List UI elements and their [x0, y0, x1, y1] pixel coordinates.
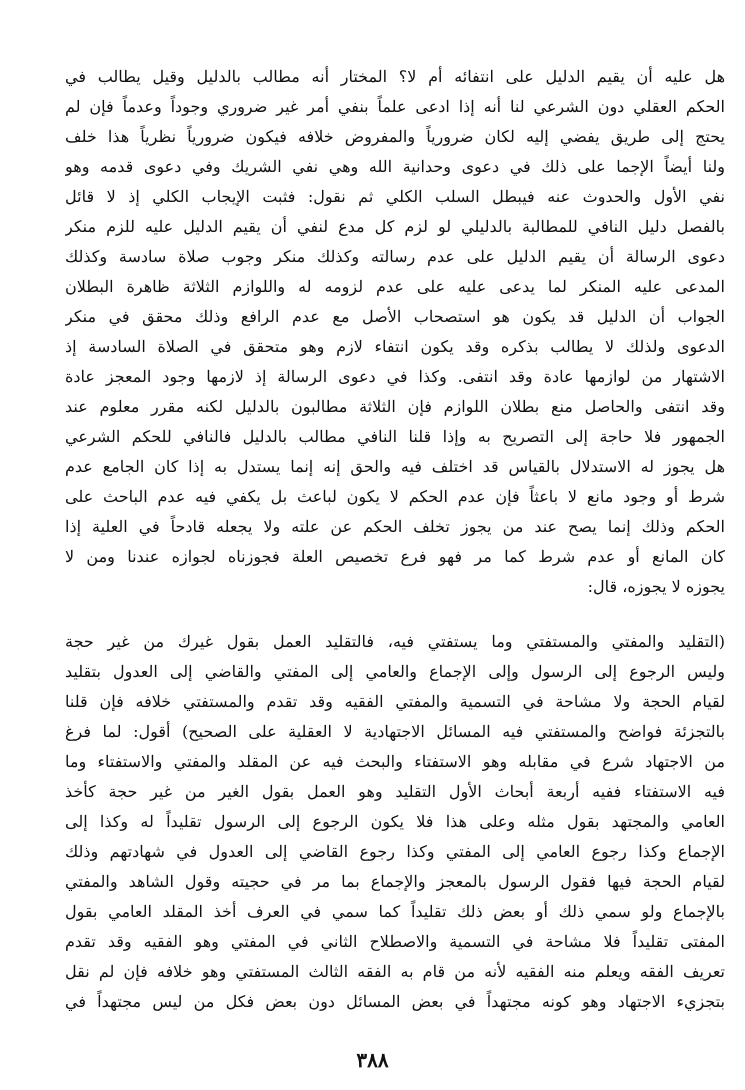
- text-line: وقد انتفى والحاصل منع بطلان اللوازم فإن الثلاثة مطالبون بالدليل لكنه مقرر معلوم عند: [65, 397, 725, 416]
- page-number: ٣٨٨: [356, 1048, 389, 1072]
- paragraph-2: [65, 627, 725, 1017]
- text-line: المدعى عليه المنكر لما يدعى عليه على عدم لزومه له واللوازم الثلاثة ظاهرة البطلان: [65, 277, 725, 296]
- text-line: دعوى الرسالة أن يقيم الدليل على عدم رسالته وكذلك منكر وجوب صلاة سادسة وكذلك: [65, 247, 725, 266]
- text-line: بالتجزئة فواضح والمستفتي فيه المسائل الاجتهادية لا العقلية على الصحيح) أقول: لما فرغ: [65, 722, 725, 741]
- text-line: بالإجماع ولو سمي ذلك أو بعض ذلك تقليداً كما سمي في العرف أخذ المقلد العامي بقول: [65, 902, 725, 921]
- text-line: نفي الأول والحدوث عنه فيبطل السلب الكلي ثم نقول: فثبت الإيجاب الكلي إذ لا قائل: [65, 187, 725, 206]
- paragraph-1: [65, 62, 725, 602]
- text-line: هل يجوز له الاستدلال بالقياس قد اختلف فيه والحق إنه إنما يستدل به إذا كان الجامع عدم: [65, 457, 725, 476]
- text-line: بالفصل دليل النافي للمطالبة بالدليلي لو لزم كل مدع لنفي أن يقيم الدليل عليه للزم منكر: [65, 217, 725, 236]
- text-line: المفتى تقليداً فلا مشاحة في التسمية والاصطلاح الثاني في المفتي وهو الفقيه وقد تقدم: [65, 932, 725, 951]
- text-line: يحتج إلى طريق يفضي إليه لكان ضرورياً والمفروض خلافه فيكون ضرورياً نظرياً هذا خلف: [65, 127, 725, 146]
- text-line: هل عليه أن يقيم الدليل على انتفائه أم لا؟ المختار أنه مطالب بالدليل وقيل يطالب في: [65, 67, 725, 86]
- text-line: وليس الرجوع إلى الرسول وإلى الإجماع والعامي إلى المفتي والقاضي إلى العدول بتقليد: [65, 662, 725, 681]
- text-line: لقيام الحجة فيها فقول الرسول بالمعجز والإجماع بما مر في حجيته وقول الشاهد والمفتي: [65, 872, 725, 891]
- text-line: كان المانع أو عدم شرط كما مر فهو فرع تخصيص العلة فجوزناه لجوازه عندنا ومن لا: [65, 547, 725, 566]
- text-line: بتجزيء الاجتهاد وهو كونه مجتهداً في بعض المسائل دون بعض فكل من ليس مجتهداً في: [65, 992, 725, 1011]
- text-line: لقيام الحجة ولا مشاحة في التسمية والمفتي الفقيه وقد تقدم والمستفتي خلافه فإن قلنا: [65, 692, 725, 711]
- text-line: شرط أو وجود مانع لا باعثاً فإن عدم الحكم لا يكون لباعث بل يكفي فيه عدم الباحث على: [65, 487, 725, 506]
- text-line: الجمهور فلا حاجة إلى التصريح به وإذا قلنا النافي مطالب بالدليل فالنافي للحكم الشرعي: [65, 427, 725, 446]
- text-line: فيه الاستفتاء ففيه أربعة أبحاث الأول التقليد وهو العمل بقول الغير من غير حجة كأخذ: [65, 782, 725, 801]
- text-line: (التقليد والمفتي والمستفتي وما يستفتي فيه، فالتقليد العمل بقول غيرك من غير حجة: [65, 632, 725, 651]
- text-line: الحكم وذلك إنما يصح عند من يجوز تخلف الحكم عن علته ولا يجعله قادحاً في العلية إذا: [65, 517, 725, 536]
- text-line: من الاجتهاد شرع في مقابله وهو الاستفتاء والبحث فيه عن المقلد والمفتي والاستفتاء وما: [65, 752, 725, 771]
- text-line: الدعوى ولذلك لا يطالب بذكره وقد يكون انتفاء لازم وهو متحقق في الصلاة السادسة إذ: [65, 337, 725, 356]
- text-line: العامي والمجتهد بقول مثله وعلى هذا فلا يكون الرجوع إلى الرسول تقليداً له وكذا إلى: [65, 812, 725, 831]
- text-line: ولنا أيضاً الإجما على ذلك في دعوى وحدانية الله وهي نفي الشريك وفي دعوى قدمه وهو: [65, 157, 725, 176]
- text-line: الإجماع وكذا رجوع العامي إلى المفتي وكذا رجوع القاضي إلى العدول في شهادتهم وذلك: [65, 842, 725, 861]
- text-line: الجواب أن الدليل قد يكون هو استصحاب الأصل مع عدم الرافع وذلك محقق في منكر: [65, 307, 725, 326]
- text-line: الحكم العقلي دون الشرعي لنا أنه إذا ادعى علماً بنفي أمر غير ضروري وجوداً وعدماً فإن لم: [65, 97, 725, 116]
- text-line: يجوزه لا يجوزه، قال:: [587, 577, 725, 596]
- text-line: الاشتهار من لوازمها عادة وقد انتفى. وكذا في دعوى الرسالة إذ لازمها وجود المعجز عادة: [65, 367, 725, 386]
- text-line: تعريف الفقه ويعلم منه الفقيه لأنه من قام به الفقه الثالث المستفتي وهو خلافه فإن لم نقل: [65, 962, 725, 981]
